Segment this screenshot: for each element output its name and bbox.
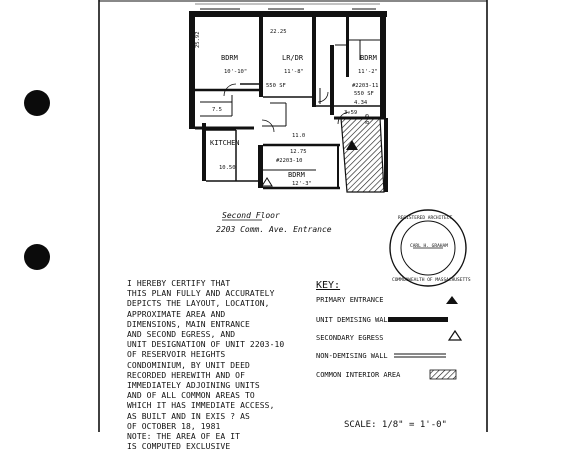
cert-line: DIMENSIONS, MAIN ENTRANCE bbox=[127, 319, 250, 329]
cert-line: WHICH IT HAS IMMEDIATE ACCESS, bbox=[127, 401, 275, 411]
seal-text-inner: CARL H. GRAHAM bbox=[410, 244, 448, 249]
room-dim-bedroom-bottom: 12'-3" bbox=[292, 181, 312, 187]
common-area-hatch bbox=[341, 118, 386, 192]
room-dim-bedroom-top: 10'-10" bbox=[224, 69, 248, 75]
dim-7-5: 7.5 bbox=[212, 107, 222, 113]
room-label-bedroom-bottom: BDRM bbox=[288, 171, 305, 179]
key-item-primary-entrance: PRIMARY ENTRANCE bbox=[316, 296, 384, 304]
cert-line: NOTE: THE AREA OF EA IT bbox=[127, 432, 241, 442]
cert-line: OF RESERVOIR HEIGHTS bbox=[127, 350, 226, 360]
key-item-common-interior-area: COMMON INTERIOR AREA bbox=[316, 371, 401, 379]
unit-id-a: #2203-11 bbox=[352, 83, 379, 89]
seal-text-bottom: COMMONWEALTH OF MASSACHUSETTS bbox=[392, 278, 471, 283]
unit-area-b: 550 SF bbox=[266, 83, 286, 89]
dim-left-height: 25.92 bbox=[195, 31, 201, 48]
cert-line: RECORDED HEREWITH AND OF bbox=[127, 370, 245, 380]
key-item-unit-demising-wall: UNIT DEMISING WALL bbox=[316, 316, 392, 324]
room-dim-bedroom-right: 11'-2" bbox=[358, 69, 378, 75]
plan-caption-entrance: 2203 Comm. Ave. Entrance bbox=[216, 225, 332, 234]
cert-line: UNIT DESIGNATION OF UNIT 2203-10 bbox=[127, 340, 285, 350]
dim-12-75: 12.75 bbox=[290, 149, 307, 155]
dim-10-50: 10.50 bbox=[219, 165, 236, 171]
key-symbols bbox=[388, 296, 461, 379]
cert-line: DEPICTS THE LAYOUT, LOCATION, bbox=[127, 299, 270, 309]
cert-line: CONDOMINIUM, BY UNIT DEED bbox=[127, 360, 250, 370]
dim-3-59: 3.59 bbox=[344, 110, 358, 116]
cert-line: AS BUILT AND IN EXIS ? AS bbox=[127, 411, 250, 421]
plan-caption-floor: Second Floor bbox=[222, 211, 280, 220]
unit-id-b: #2203-10 bbox=[276, 158, 303, 164]
cert-line: IS COMPUTED EXCLUSIVE bbox=[127, 442, 231, 452]
key-item-non-demising-wall: NON-DEMISING WALL bbox=[316, 352, 388, 360]
dim-11-0: 11.0 bbox=[292, 133, 306, 139]
cert-line: AND OF ALL COMMON AREAS TO bbox=[127, 391, 255, 401]
room-label-bedroom-top: BDRM bbox=[221, 54, 238, 62]
drawing-scale: SCALE: 1/8" = 1'-0" bbox=[344, 420, 447, 430]
cert-line: APPROXIMATE AREA AND bbox=[127, 309, 226, 319]
dim-8-0: 8.0 bbox=[365, 114, 371, 124]
key-item-secondary-egress: SECONDARY EGRESS bbox=[316, 334, 384, 342]
unit-area-a: 550 SF bbox=[354, 91, 374, 97]
cert-line: THIS PLAN FULLY AND ACCURATELY bbox=[127, 289, 275, 299]
dim-4-34: 4.34 bbox=[354, 100, 368, 106]
cert-line: OF OCTOBER 18, 1981 bbox=[127, 421, 221, 431]
room-label-kitchen: KITCHEN bbox=[210, 139, 240, 147]
seal-text-top: REGISTERED ARCHITECT bbox=[398, 216, 453, 221]
certification-text bbox=[127, 279, 287, 452]
cert-line: AND SECOND EGRESS, AND bbox=[127, 330, 236, 340]
key-title: KEY: bbox=[316, 280, 341, 291]
room-dim-lr-dr: 11'-8" bbox=[284, 69, 304, 75]
cert-line: I HEREBY CERTIFY THAT bbox=[127, 279, 231, 288]
room-label-lr-dr: LR/DR bbox=[282, 54, 304, 62]
dim-top-width: 22.25 bbox=[270, 29, 287, 35]
room-label-bedroom-right: BDRM bbox=[360, 54, 377, 62]
cert-line: IMMEDIATELY ADJOINING UNITS bbox=[127, 381, 260, 391]
